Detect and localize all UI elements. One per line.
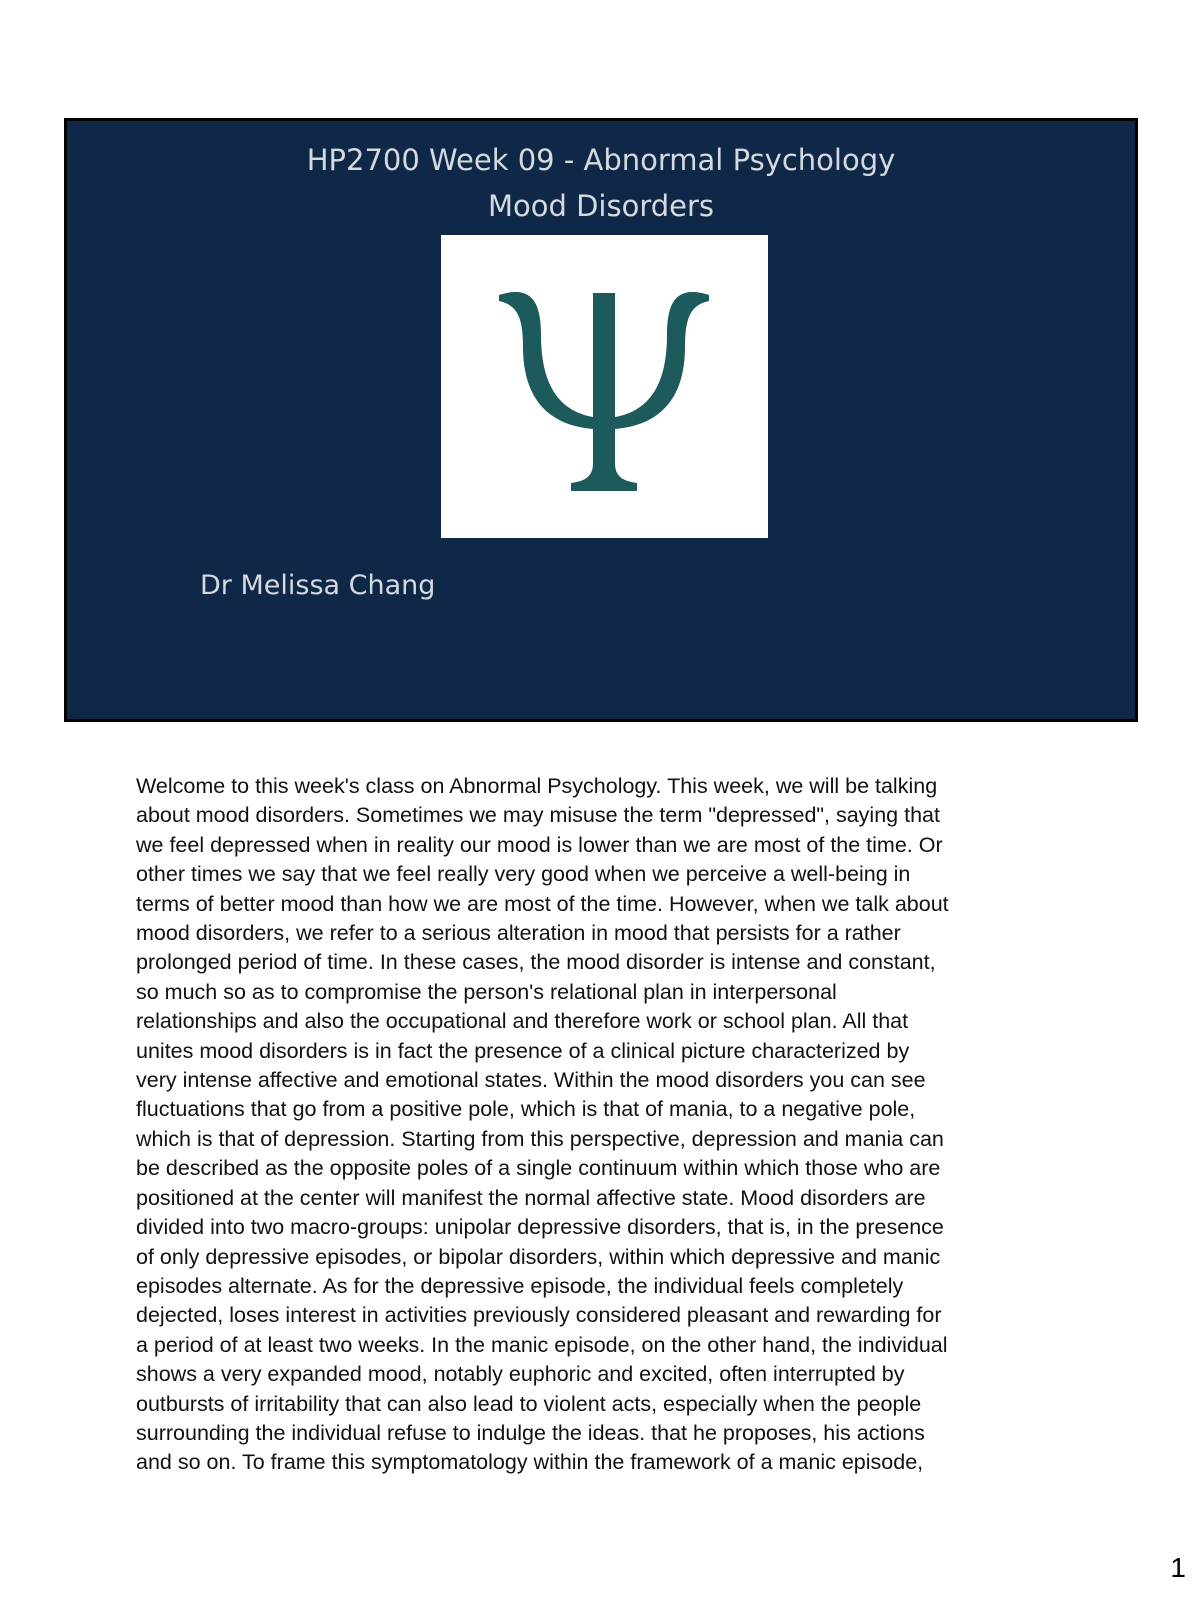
notes-line: outbursts of irritability that can also lead to violent acts, especially when the people — [136, 1391, 922, 1416]
slide-title — [67, 137, 1135, 229]
notes-line: episodes alternate. As for the depressive episode, the individual feels completely — [136, 1273, 904, 1298]
notes-line: and so on. To frame this symptomatology within the framework of a manic episode, — [136, 1450, 924, 1475]
notes-line: surrounding the individual refuse to indulge the ideas. that he proposes, his actions — [136, 1420, 925, 1445]
slide-title-line-1: HP2700 Week 09 - Abnormal Psychology — [306, 143, 896, 177]
notes-line: terms of better mood than how we are most of the time. However, when we talk about — [136, 891, 949, 916]
slide-author: Dr Melissa Chang — [200, 570, 436, 601]
notes-line: relationships and also the occupational and therefore work or school plan. All that — [136, 1009, 909, 1034]
notes-line: positioned at the center will manifest the normal affective state. Mood disorders are — [136, 1185, 926, 1210]
notes-line: other times we say that we feel really very good when we perceive a well-being in — [136, 862, 911, 887]
slide-thumbnail — [64, 118, 1138, 722]
slide-title-line-2: Mood Disorders — [487, 189, 715, 223]
speaker-notes — [136, 772, 1076, 1478]
psi-symbol-icon — [441, 235, 768, 538]
notes-line: mood disorders, we refer to a serious alteration in mood that persists for a rather — [136, 921, 901, 946]
notes-line: which is that of depression. Starting from this perspective, depression and mania can — [136, 1126, 944, 1151]
notes-line: very intense affective and emotional states. Within the mood disorders you can see — [136, 1068, 926, 1093]
notes-line: unites mood disorders is in fact the presence of a clinical picture characterized by — [136, 1038, 910, 1063]
notes-line: a period of at least two weeks. In the manic episode, on the other hand, the individual — [136, 1332, 948, 1357]
notes-line: dejected, loses interest in activities previously considered pleasant and rewarding for — [136, 1303, 942, 1328]
page-number: 1 — [1170, 1552, 1186, 1583]
notes-line: divided into two macro-groups: unipolar depressive disorders, that is, in the presence — [136, 1215, 944, 1240]
notes-line: fluctuations that go from a positive pole, which is that of mania, to a negative pole, — [136, 1097, 916, 1122]
notes-line: so much so as to compromise the person's relational plan in interpersonal — [136, 979, 837, 1004]
notes-line: be described as the opposite poles of a single continuum within which those who are — [136, 1156, 941, 1181]
notes-line: Welcome to this week's class on Abnormal Psychology. This week, we will be talking — [136, 774, 938, 798]
notes-line: about mood disorders. Sometimes we may misuse the term "depressed", saying that — [136, 803, 940, 828]
notes-line: shows a very expanded mood, notably euphoric and excited, often interrupted by — [136, 1362, 905, 1387]
psi-logo — [441, 235, 768, 538]
notes-line: prolonged period of time. In these cases, the mood disorder is intense and constant, — [136, 950, 936, 975]
notes-line: of only depressive episodes, or bipolar disorders, within which depressive and manic — [136, 1244, 941, 1269]
notes-line: we feel depressed when in reality our mood is lower than we are most of the time. Or — [136, 832, 943, 857]
